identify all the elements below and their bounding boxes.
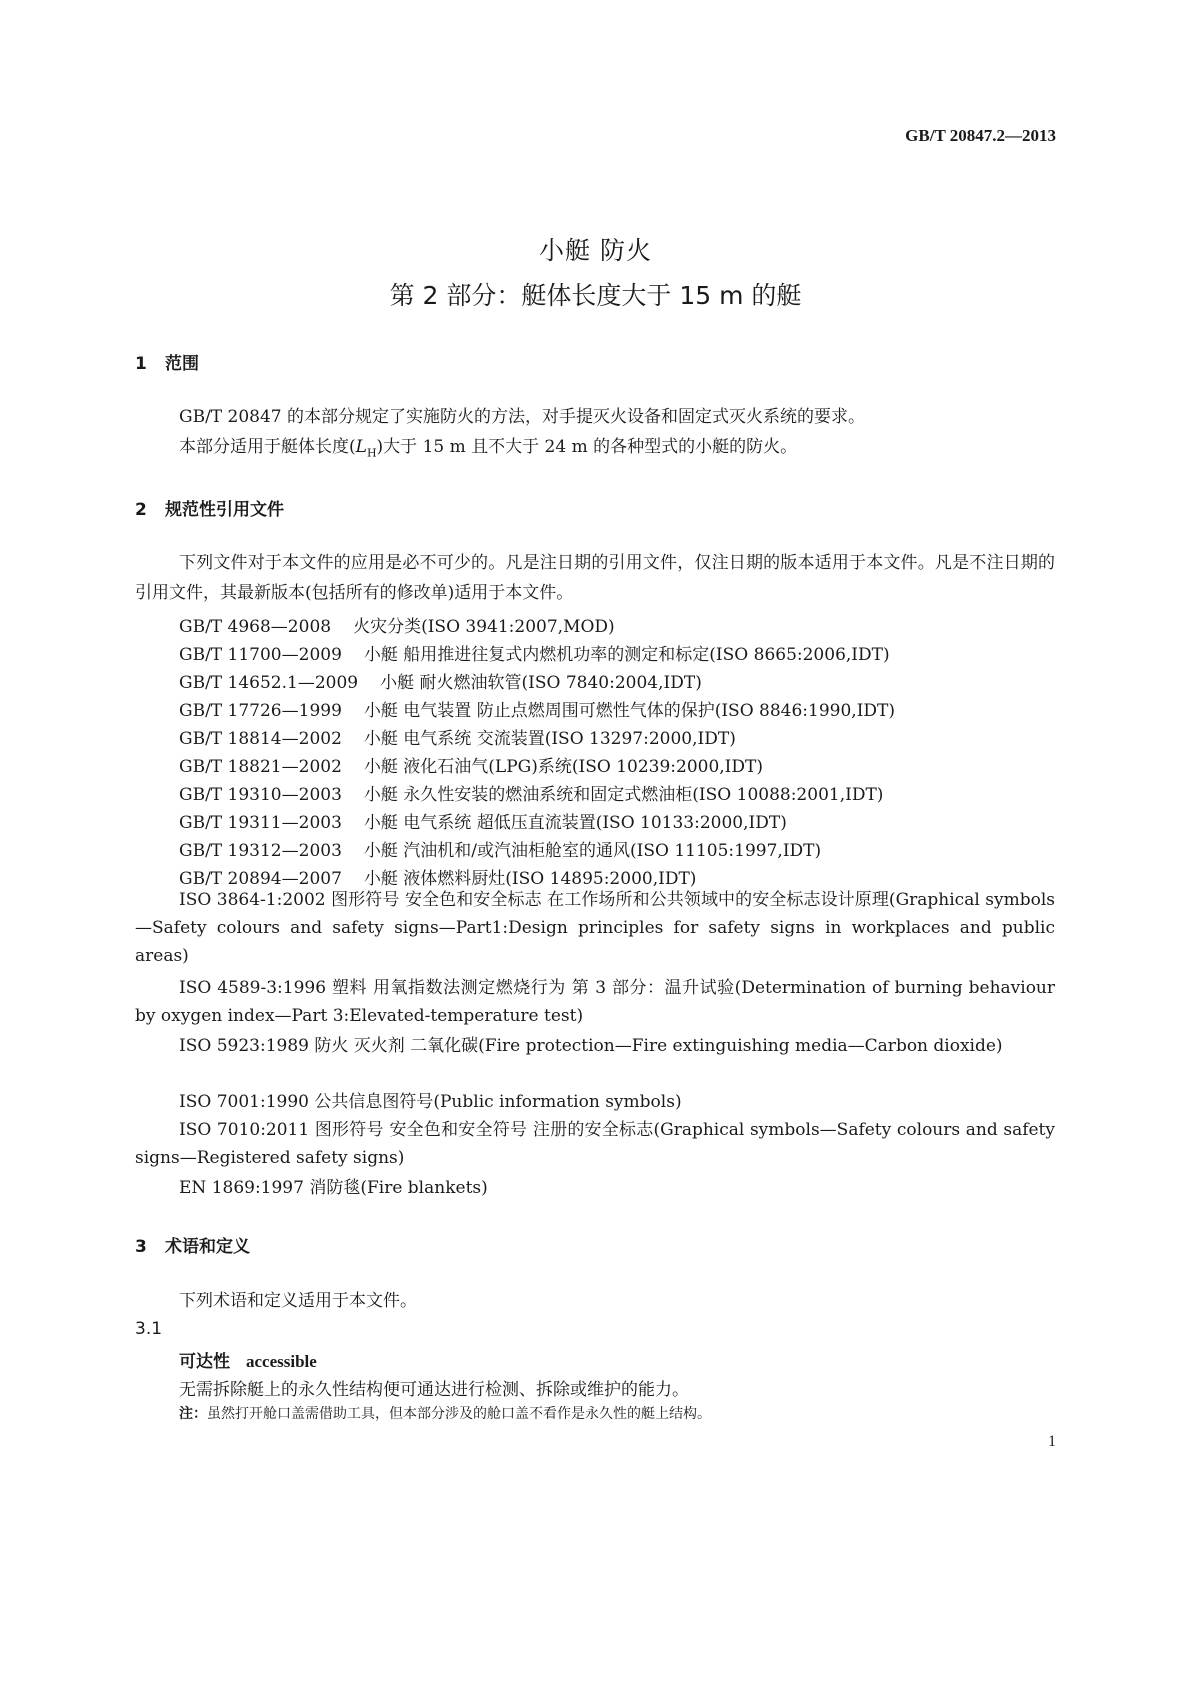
reference-item bbox=[179, 668, 702, 693]
note-label: 注： bbox=[179, 1406, 207, 1422]
section-number: 3 bbox=[135, 1237, 147, 1257]
reference-code: GB/T 4968—2008 bbox=[179, 617, 332, 637]
document-title: 小艇 防火 bbox=[539, 236, 652, 265]
reference-item bbox=[179, 752, 763, 777]
note-text: 虽然打开舱口盖需借助工具，但本部分涉及的舱口盖不看作是永久性的艇上结构。 bbox=[207, 1406, 711, 1422]
term-heading bbox=[179, 1347, 317, 1372]
reference-item-long: ISO 3864-1:2002 图形符号 安全色和安全标志 在工作场所和公共领域中的安全标志设计原理(Graphical symbols—Safety colours and safety signs—Part1:Design principles for safety signs in workplaces and public areas) bbox=[135, 890, 1055, 966]
reference-item bbox=[179, 780, 883, 805]
reference-code: GB/T 14652.1—2009 bbox=[179, 673, 359, 693]
term-number: 3.1 bbox=[135, 1319, 163, 1339]
section-number: 2 bbox=[135, 500, 147, 520]
scope-paragraph-1: GB/T 20847 的本部分规定了实施防火的方法，对手提灭火设备和固定式灭火系统的要求。 bbox=[179, 407, 866, 427]
reference-code: GB/T 19312—2003 bbox=[179, 841, 342, 861]
term-definition: 无需拆除艇上的永久性结构便可通达进行检测、拆除或维护的能力。 bbox=[179, 1380, 689, 1400]
section-2-heading bbox=[135, 495, 284, 520]
section-number: 1 bbox=[135, 354, 147, 374]
reference-code: GB/T 18821—2002 bbox=[179, 757, 342, 777]
reference-title: 小艇 电气装置 防止点燃周围可燃性气体的保护(ISO 8846:1990,IDT) bbox=[363, 701, 896, 721]
scope-text-b: )大于 15 m 且不大于 24 m 的各种型式的小艇的防火。 bbox=[376, 437, 798, 457]
reference-item-long: ISO 7010:2011 图形符号 安全色和安全符号 注册的安全标志(Graphical symbols—Safety colours and safety signs—Registered safety signs) bbox=[135, 1120, 1055, 1168]
reference-item-long: ISO 5923:1989 防火 灭火剂 二氧化碳(Fire protection—Fire extinguishing media—Carbon dioxide) bbox=[179, 1036, 1003, 1056]
reference-title: 小艇 液体燃料厨灶(ISO 14895:2000,IDT) bbox=[363, 869, 697, 889]
reference-item bbox=[179, 836, 821, 861]
length-subscript: H bbox=[366, 446, 377, 460]
reference-title: 小艇 永久性安装的燃油系统和固定式燃油柜(ISO 10088:2001,IDT) bbox=[363, 785, 884, 805]
reference-title: 小艇 液化石油气(LPG)系统(ISO 10239:2000,IDT) bbox=[363, 757, 763, 777]
section-title: 术语和定义 bbox=[165, 1237, 250, 1257]
reference-code: GB/T 18814—2002 bbox=[179, 729, 342, 749]
reference-title: 小艇 电气系统 超低压直流装置(ISO 10133:2000,IDT) bbox=[363, 813, 787, 833]
reference-code: GB/T 19310—2003 bbox=[179, 785, 342, 805]
reference-code: GB/T 20894—2007 bbox=[179, 869, 342, 889]
scope-text-a: 本部分适用于艇体长度( bbox=[179, 437, 356, 457]
reference-item-long: ISO 4589-3:1996 塑料 用氧指数法测定燃烧行为 第 3 部分：温升试验(Determination of burning behaviour by oxygen index—Part 3:Elevated-temperature test) bbox=[135, 978, 1055, 1026]
reference-title: 火灾分类(ISO 3941:2007,MOD) bbox=[353, 617, 615, 637]
reference-item-long: EN 1869:1997 消防毯(Fire blankets) bbox=[179, 1178, 488, 1198]
standard-code: GB/T 20847.2—2013 bbox=[905, 126, 1056, 145]
length-symbol: L bbox=[355, 437, 367, 457]
term-english: accessible bbox=[246, 1352, 317, 1371]
page-number: 1 bbox=[1048, 1433, 1056, 1450]
document-subtitle: 第 2 部分：艇体长度大于 15 m 的艇 bbox=[389, 281, 802, 310]
reference-code: GB/T 11700—2009 bbox=[179, 645, 342, 665]
section-title: 规范性引用文件 bbox=[165, 500, 284, 520]
reference-title: 小艇 电气系统 交流装置(ISO 13297:2000,IDT) bbox=[363, 729, 736, 749]
section-title: 范围 bbox=[165, 354, 199, 374]
reference-title: 小艇 船用推进往复式内燃机功率的测定和标定(ISO 8665:2006,IDT) bbox=[363, 645, 890, 665]
reference-title: 小艇 汽油机和/或汽油柜舱室的通风(ISO 11105:1997,IDT) bbox=[363, 841, 822, 861]
reference-item-long: ISO 7001:1990 公共信息图符号(Public information symbols) bbox=[179, 1092, 682, 1112]
section-1-heading bbox=[135, 349, 199, 374]
scope-paragraph-2 bbox=[135, 432, 1055, 468]
references-intro: 下列文件对于本文件的应用是必不可少的。凡是注日期的引用文件，仅注日期的版本适用于本文件。凡是不注日期的引用文件，其最新版本(包括所有的修改单)适用于本文件。 bbox=[135, 553, 1055, 603]
term-note bbox=[179, 1403, 711, 1423]
section-3-heading bbox=[135, 1232, 250, 1257]
reference-code: GB/T 17726—1999 bbox=[179, 701, 342, 721]
reference-item bbox=[179, 612, 615, 637]
reference-title: 小艇 耐火燃油软管(ISO 7840:2004,IDT) bbox=[380, 673, 702, 693]
reference-item bbox=[179, 640, 890, 665]
reference-code: GB/T 19311—2003 bbox=[179, 813, 342, 833]
terms-intro: 下列术语和定义适用于本文件。 bbox=[179, 1291, 417, 1311]
reference-item bbox=[179, 808, 787, 833]
reference-item bbox=[179, 696, 895, 721]
reference-item bbox=[179, 724, 736, 749]
term-chinese: 可达性 bbox=[179, 1352, 230, 1372]
